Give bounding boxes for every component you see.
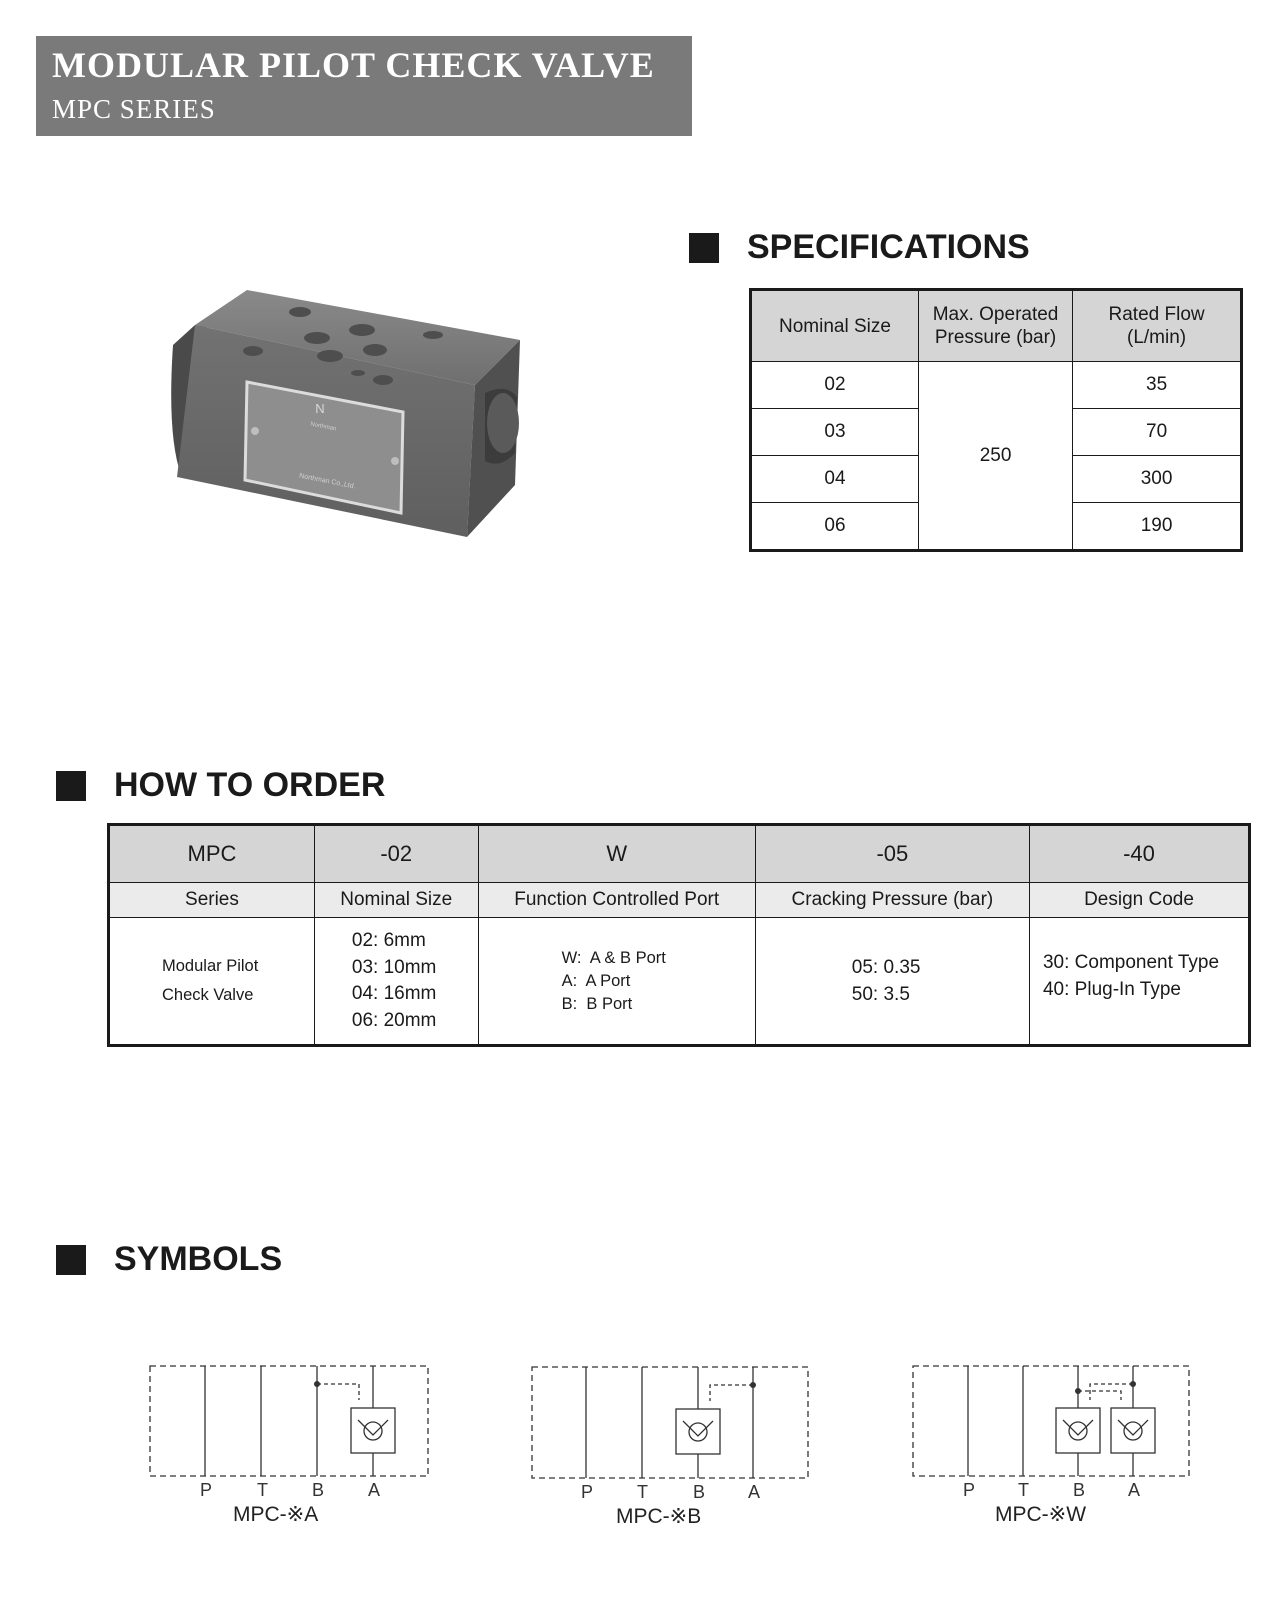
port-label-p: P (581, 1482, 594, 1502)
desc-design: 30: Component Type 40: Plug-In Type (1029, 918, 1249, 1046)
spec-flow-cell: 190 (1073, 503, 1242, 551)
spec-header-row (751, 290, 1242, 362)
code-port: W (478, 825, 755, 883)
label-size: Nominal Size (314, 883, 478, 918)
port-label-a: A (1128, 1480, 1141, 1500)
port-label-b: B (693, 1482, 706, 1502)
port-label-a: A (748, 1482, 761, 1502)
desc-port: W: A & B Port A: A Port B: B Port (478, 918, 755, 1046)
code-size: -02 (314, 825, 478, 883)
desc-cracking: 05: 0.35 50: 3.5 (755, 918, 1029, 1046)
port-label-p: P (200, 1480, 213, 1500)
spec-size-cell: 02 (751, 362, 919, 409)
table-row (751, 362, 1242, 409)
heading-square-icon (689, 233, 719, 263)
symbol-caption: MPC-※B (616, 1505, 702, 1528)
spec-flow-cell: 70 (1073, 409, 1242, 456)
heading-square-icon (56, 1245, 86, 1275)
spec-header-size: Nominal Size (751, 290, 919, 362)
order-code-row (109, 825, 1250, 883)
order-code-table (107, 823, 1251, 1047)
how-to-order-heading: HOW TO ORDER (56, 766, 385, 805)
order-label-row (109, 883, 1250, 918)
label-port: Function Controlled Port (478, 883, 755, 918)
symbol-caption: MPC-※A (233, 1503, 319, 1526)
code-design: -40 (1029, 825, 1249, 883)
desc-size: 02: 6mm 03: 10mm 04: 16mm 06: 20mm (314, 918, 478, 1046)
product-maker-text: Northman Co.,Ltd. (298, 472, 357, 491)
spec-header-flow: Rated Flow (L/min) (1073, 290, 1242, 362)
code-cracking: -05 (755, 825, 1029, 883)
label-series: Series (109, 883, 315, 918)
port-label-t: T (1018, 1480, 1029, 1500)
title-banner (36, 36, 692, 136)
spec-pressure-cell: 250 (918, 362, 1072, 551)
symbols-heading: SYMBOLS (56, 1240, 282, 1279)
port-label-a: A (368, 1480, 381, 1500)
port-label-b: B (1073, 1480, 1086, 1500)
product-brand-text: Northman (309, 421, 337, 433)
spec-size-cell: 04 (751, 456, 919, 503)
spec-size-cell: 03 (751, 409, 919, 456)
port-label-t: T (257, 1480, 268, 1500)
symbol-mpc-w-diagram (903, 1360, 1203, 1510)
code-series: MPC (109, 825, 315, 883)
spec-flow-cell: 35 (1073, 362, 1242, 409)
desc-series: Modular Pilot Check Valve (109, 918, 315, 1046)
symbol-mpc-b-diagram (522, 1361, 822, 1511)
product-photo (155, 285, 555, 560)
order-desc-row (109, 918, 1250, 1046)
port-label-t: T (637, 1482, 648, 1502)
heading-square-icon (56, 771, 86, 801)
port-label-b: B (312, 1480, 325, 1500)
symbol-mpc-a-diagram (140, 1360, 440, 1510)
svg-text:N: N (315, 401, 325, 416)
symbol-caption: MPC-※W (995, 1503, 1087, 1526)
spec-flow-cell: 300 (1073, 456, 1242, 503)
label-design: Design Code (1029, 883, 1249, 918)
port-label-p: P (963, 1480, 976, 1500)
specifications-table (749, 288, 1243, 552)
specifications-heading: SPECIFICATIONS (689, 228, 1030, 267)
page-title: MODULAR PILOT CHECK VALVE (52, 45, 655, 85)
label-cracking: Cracking Pressure (bar) (755, 883, 1029, 918)
spec-size-cell: 06 (751, 503, 919, 551)
page-subtitle: MPC SERIES (52, 94, 216, 124)
spec-header-pressure: Max. Operated Pressure (bar) (918, 290, 1072, 362)
